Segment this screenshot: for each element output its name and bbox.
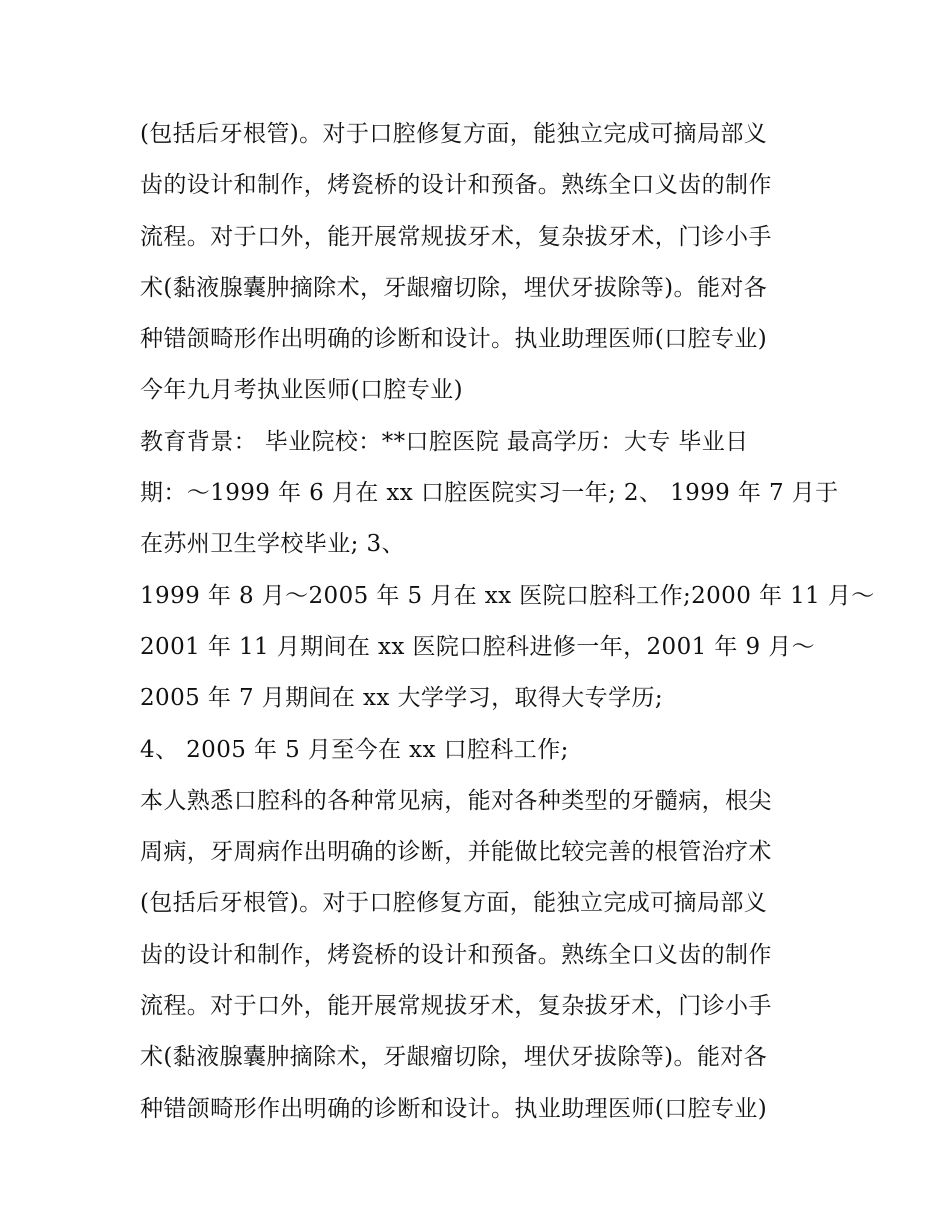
education-background-line: 教育背景： 毕业院校：**口腔医院 最高学历：大专 毕业日 (140, 428, 749, 455)
resume-text-body (140, 109, 875, 1135)
text-line: 种错颌畸形作出明确的诊断和设计。执业助理医师(口腔专业) (140, 326, 768, 353)
text-line: 1999 年 8 月～2005 年 5 月在 xx 医院口腔科工作;2000 年 11 月～ (140, 582, 875, 609)
text-line: 今年九月考执业医师(口腔专业) (140, 377, 463, 404)
text-line: 种错颌畸形作出明确的诊断和设计。执业助理医师(口腔专业) (140, 1095, 768, 1122)
text-line: 流程。对于口外，能开展常规拔牙术，复杂拔牙术，门诊小手 (140, 993, 772, 1020)
text-line: 齿的设计和制作，烤瓷桥的设计和预备。熟练全口义齿的制作 (140, 172, 772, 199)
text-line: 期：～1999 年 6 月在 xx 口腔医院实习一年; 2、 1999 年 7 月于 (140, 480, 839, 507)
text-line: 齿的设计和制作，烤瓷桥的设计和预备。熟练全口义齿的制作 (140, 941, 772, 968)
text-line: 周病，牙周病作出明确的诊断，并能做比较完善的根管治疗术 (140, 839, 772, 866)
text-line: 2005 年 7 月期间在 xx 大学学习，取得大专学历; (140, 685, 664, 712)
text-line: (包括后牙根管)。对于口腔修复方面，能独立完成可摘局部义 (140, 890, 768, 917)
text-line: 术(黏液腺囊肿摘除术，牙龈瘤切除，埋伏牙拔除等)。能对各 (140, 1044, 768, 1071)
text-line: 流程。对于口外，能开展常规拔牙术，复杂拔牙术，门诊小手 (140, 223, 772, 250)
text-line: 在苏州卫生学校毕业; 3、 (140, 531, 405, 558)
text-line: 2001 年 11 月期间在 xx 医院口腔科进修一年，2001 年 9 月～ (140, 633, 815, 660)
text-line: 本人熟悉口腔科的各种常见病，能对各种类型的牙髓病，根尖 (140, 787, 772, 814)
text-line: 4、 2005 年 5 月至今在 xx 口腔科工作; (140, 736, 569, 763)
text-line: (包括后牙根管)。对于口腔修复方面，能独立完成可摘局部义 (140, 121, 768, 147)
text-line: 术(黏液腺囊肿摘除术，牙龈瘤切除，埋伏牙拔除等)。能对各 (140, 274, 768, 301)
